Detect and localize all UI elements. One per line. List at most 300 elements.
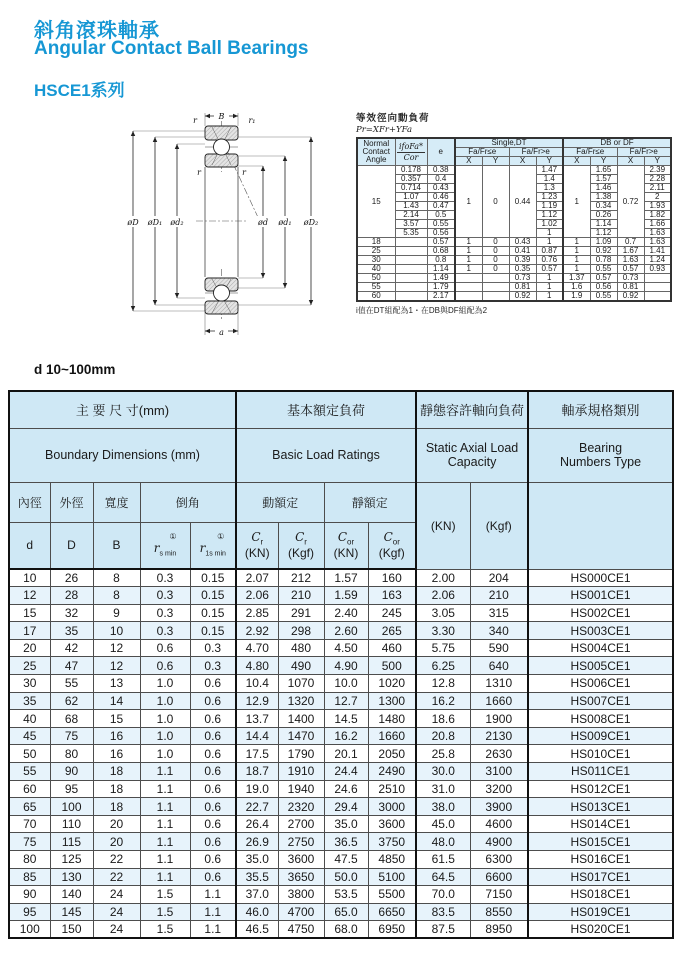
load-row: [357, 274, 671, 283]
cell-y-db-gt: [644, 283, 671, 292]
header-x: X: [563, 157, 590, 166]
cell-e: 1.79: [427, 283, 455, 292]
cell-angle: 15: [357, 166, 395, 238]
cell-x-dt-le: [455, 283, 482, 292]
cell-B: 15: [93, 710, 140, 728]
cell-static-kn: 5.75: [416, 639, 470, 657]
cell-cr-kgf: 210: [278, 587, 324, 605]
cell-x-db-le: 1.6: [563, 283, 590, 292]
table-row: [9, 675, 673, 693]
header-x: X: [509, 157, 536, 166]
cell-cor-kgf: 2050: [368, 745, 416, 763]
col-rs-min: ① $r_{s min}$: [140, 522, 190, 569]
cell-r1s-min: 0.6: [190, 710, 236, 728]
cell-x-db-le: 1: [563, 265, 590, 274]
cell-D: 150: [50, 921, 93, 939]
cell-x-db-le: 1.9: [563, 292, 590, 302]
cell-B: 20: [93, 815, 140, 833]
cell-static-kgf: 8950: [470, 921, 528, 939]
cell-cor-kn: 1.59: [324, 587, 368, 605]
cell-cor-ratio: 5.35: [395, 229, 427, 238]
cell-x-db-gt: 0.73: [617, 274, 644, 283]
cell-y-dt-le: 0: [482, 256, 509, 265]
cell-angle: 30: [357, 256, 395, 265]
header-fafr-le: Fa/Fr≤e: [563, 148, 617, 157]
cell-x-dt-gt: 0.35: [509, 265, 536, 274]
cell-cor-kgf: 1300: [368, 692, 416, 710]
cell-d: 65: [9, 798, 50, 816]
cell-d: 20: [9, 639, 50, 657]
col-cr-kgf: $C_r$ (Kgf): [278, 522, 324, 569]
header-contact-angle: Normal Contact Angle: [357, 138, 395, 166]
cell-D: 145: [50, 903, 93, 921]
dim-label-od1: ød₁: [278, 218, 292, 227]
cell-y-dt-gt: 1: [536, 238, 563, 247]
cell-e: 1.14: [427, 265, 455, 274]
cell-y-dt-gt: 1.02: [536, 220, 563, 229]
bearing-table-body: [9, 569, 673, 938]
cell-cor-kgf: 2510: [368, 780, 416, 798]
cell-D: 115: [50, 833, 93, 851]
cell-rs-min: 1.5: [140, 886, 190, 904]
cell-static-kn: 20.8: [416, 727, 470, 745]
cell-cr-kn: 22.7: [236, 798, 278, 816]
cell-d: 25: [9, 657, 50, 675]
cell-bearing-number: HS017CE1: [528, 868, 673, 886]
cell-bearing-number: HS003CE1: [528, 622, 673, 640]
cell-e: 0.57: [427, 238, 455, 247]
cell-y-db-le: 0.55: [590, 265, 617, 274]
cell-x-db-le: 1: [563, 256, 590, 265]
cell-static-kn: 38.0: [416, 798, 470, 816]
group-load-ratings-zh: 基本額定負荷: [236, 391, 416, 428]
cell-B: 22: [93, 851, 140, 869]
cell-D: 47: [50, 657, 93, 675]
cell-B: 24: [93, 903, 140, 921]
cell-cor-kgf: 1660: [368, 727, 416, 745]
cell-y-dt-le: 0: [482, 265, 509, 274]
cell-cr-kgf: 2700: [278, 815, 324, 833]
cell-y-db-gt: 1.63: [644, 238, 671, 247]
cell-static-kgf: 210: [470, 587, 528, 605]
cell-cr-kgf: 4700: [278, 903, 324, 921]
group-bearing-numbers-zh: 軸承規格類別: [528, 391, 673, 428]
header-x: X: [617, 157, 644, 166]
cell-x-db-le: 1.37: [563, 274, 590, 283]
cell-cr-kgf: 1400: [278, 710, 324, 728]
cell-D: 75: [50, 727, 93, 745]
cell-r1s-min: 0.15: [190, 604, 236, 622]
cell-y-dt-gt: 1.23: [536, 193, 563, 202]
cell-e: 2.17: [427, 292, 455, 302]
load-factor-block: [356, 110, 673, 316]
cell-rs-min: 1.5: [140, 921, 190, 939]
cell-static-kn: 3.30: [416, 622, 470, 640]
cell-y-db-gt: 2: [644, 193, 671, 202]
cell-cor-kn: 47.5: [324, 851, 368, 869]
load-table-formula: Pr=XFr+YFa: [356, 125, 413, 135]
cell-cor-kn: 50.0: [324, 868, 368, 886]
cell-e: 0.55: [427, 220, 455, 229]
cell-cor-ratio: [395, 283, 427, 292]
col-static-kn: (KN): [416, 482, 470, 569]
cell-static-kgf: 8550: [470, 903, 528, 921]
col-cor-kn: $C_{or}$ (KN): [324, 522, 368, 569]
cell-cor-kgf: 2490: [368, 763, 416, 781]
cell-cr-kgf: 2750: [278, 833, 324, 851]
cell-B: 12: [93, 639, 140, 657]
cell-cor-kn: 68.0: [324, 921, 368, 939]
cell-rs-min: 0.3: [140, 569, 190, 587]
cell-rs-min: 1.1: [140, 763, 190, 781]
cell-y-db-le: 1.46: [590, 184, 617, 193]
cell-static-kn: 2.06: [416, 587, 470, 605]
table-row: [9, 639, 673, 657]
cell-d: 35: [9, 692, 50, 710]
cell-cor-kn: 20.1: [324, 745, 368, 763]
cell-cor-kn: 2.60: [324, 622, 368, 640]
cell-cor-ratio: 0.178: [395, 166, 427, 175]
cell-D: 130: [50, 868, 93, 886]
cell-cor-ratio: 1.07: [395, 193, 427, 202]
cell-static-kgf: 204: [470, 569, 528, 587]
cell-rs-min: 1.5: [140, 903, 190, 921]
dim-label-B: B: [218, 112, 225, 121]
cell-B: 8: [93, 569, 140, 587]
cell-cr-kn: 37.0: [236, 886, 278, 904]
cell-B: 16: [93, 745, 140, 763]
cell-e: 0.46: [427, 193, 455, 202]
cell-cor-kn: 2.40: [324, 604, 368, 622]
col-cr-kn: $C_r$ (KN): [236, 522, 278, 569]
cell-e: 0.38: [427, 166, 455, 175]
cell-x-dt-gt: 0.41: [509, 247, 536, 256]
cell-static-kn: 16.2: [416, 692, 470, 710]
load-row: [357, 247, 671, 256]
cell-cor-kgf: 245: [368, 604, 416, 622]
cell-bearing-number: HS016CE1: [528, 851, 673, 869]
cell-D: 42: [50, 639, 93, 657]
cell-r1s-min: 0.15: [190, 622, 236, 640]
top-ball: [214, 139, 230, 155]
header-single-dt: Single,DT: [455, 138, 563, 148]
cell-d: 15: [9, 604, 50, 622]
cell-x-db-gt: 0.92: [617, 292, 644, 302]
group-static-axial-en: Static Axial Load Capacity: [416, 428, 528, 482]
cell-y-db-le: 1.65: [590, 166, 617, 175]
header-y: Y: [590, 157, 617, 166]
cell-y-dt-gt: 1: [536, 274, 563, 283]
load-row: [357, 238, 671, 247]
cell-static-kn: 18.6: [416, 710, 470, 728]
cell-static-kn: 31.0: [416, 780, 470, 798]
cell-static-kn: 2.00: [416, 569, 470, 587]
cell-x-dt-le: 1: [455, 166, 482, 238]
cell-x-db-gt: 0.72: [617, 166, 644, 238]
cell-x-db-le: 1: [563, 247, 590, 256]
cell-y-db-gt: 1.41: [644, 247, 671, 256]
header-y: Y: [536, 157, 563, 166]
cell-cr-kgf: 291: [278, 604, 324, 622]
table-row: [9, 587, 673, 605]
cell-static-kgf: 1900: [470, 710, 528, 728]
cell-bearing-number: HS012CE1: [528, 780, 673, 798]
cell-y-db-gt: 2.11: [644, 184, 671, 193]
cell-y-dt-le: 0: [482, 238, 509, 247]
dim-label-a: a: [219, 328, 224, 337]
cell-r1s-min: 1.1: [190, 886, 236, 904]
cell-B: 12: [93, 657, 140, 675]
cell-static-kgf: 640: [470, 657, 528, 675]
cell-static-kn: 6.25: [416, 657, 470, 675]
cell-y-db-le: 1.09: [590, 238, 617, 247]
cell-x-dt-gt: 0.43: [509, 238, 536, 247]
cell-cr-kn: 10.4: [236, 675, 278, 693]
cell-r1s-min: 0.6: [190, 745, 236, 763]
cell-static-kgf: 315: [470, 604, 528, 622]
cell-r1s-min: 0.3: [190, 639, 236, 657]
cell-cor-kgf: 1020: [368, 675, 416, 693]
cell-cr-kn: 35.5: [236, 868, 278, 886]
cell-rs-min: 1.1: [140, 815, 190, 833]
cell-x-dt-le: 1: [455, 256, 482, 265]
cell-y-db-gt: 1.63: [644, 229, 671, 238]
cell-y-dt-gt: 1.12: [536, 211, 563, 220]
cell-cor-ratio: [395, 292, 427, 302]
cell-bearing-number: HS010CE1: [528, 745, 673, 763]
cell-d: 45: [9, 727, 50, 745]
cell-D: 100: [50, 798, 93, 816]
cell-cor-kn: 16.2: [324, 727, 368, 745]
col-static-kgf: (Kgf): [470, 482, 528, 569]
cell-cr-kn: 13.7: [236, 710, 278, 728]
cell-x-db-gt: 1.67: [617, 247, 644, 256]
table-row: [9, 851, 673, 869]
table-row: [9, 815, 673, 833]
cell-r1s-min: 0.15: [190, 569, 236, 587]
cell-cr-kgf: 490: [278, 657, 324, 675]
table-row: [9, 763, 673, 781]
dim-label-od: ød: [258, 218, 268, 227]
cell-cr-kgf: 1910: [278, 763, 324, 781]
cell-r1s-min: 0.6: [190, 798, 236, 816]
cell-cor-ratio: 0.357: [395, 175, 427, 184]
cell-B: 8: [93, 587, 140, 605]
cell-cr-kgf: 1940: [278, 780, 324, 798]
cell-cor-ratio: [395, 274, 427, 283]
cell-y-dt-gt: 0.76: [536, 256, 563, 265]
cell-bearing-number: HS008CE1: [528, 710, 673, 728]
cell-y-db-le: 0.56: [590, 283, 617, 292]
cell-D: 35: [50, 622, 93, 640]
cell-bearing-number: HS007CE1: [528, 692, 673, 710]
load-row: [357, 283, 671, 292]
group-static-axial-zh: 靜態容許軸向負荷: [416, 391, 528, 428]
cell-x-dt-le: 1: [455, 238, 482, 247]
angle-15-block: [357, 166, 671, 238]
cell-rs-min: 1.0: [140, 745, 190, 763]
cell-y-dt-gt: 1.47: [536, 166, 563, 175]
header-x: X: [455, 157, 482, 166]
cell-rs-min: 1.1: [140, 833, 190, 851]
cell-B: 24: [93, 886, 140, 904]
cell-angle: 25: [357, 247, 395, 256]
cell-static-kn: 70.0: [416, 886, 470, 904]
header-y: Y: [482, 157, 509, 166]
cell-angle: 50: [357, 274, 395, 283]
cell-y-dt-le: [482, 274, 509, 283]
cell-B: 18: [93, 780, 140, 798]
cell-bearing-number: HS001CE1: [528, 587, 673, 605]
cell-cor-ratio: 0.714: [395, 184, 427, 193]
cell-cr-kn: 12.9: [236, 692, 278, 710]
cell-y-db-gt: 2.39: [644, 166, 671, 175]
group-dimensions-en: Boundary Dimensions (mm): [9, 428, 236, 482]
cell-e: 0.47: [427, 202, 455, 211]
cell-cor-kgf: 6950: [368, 921, 416, 939]
cell-cor-kn: 24.4: [324, 763, 368, 781]
footnote-1-icon: ①: [217, 532, 225, 542]
load-row-15-first: [357, 166, 671, 175]
cell-y-db-le: 0.57: [590, 274, 617, 283]
cell-cor-kgf: 4850: [368, 851, 416, 869]
col-D: D: [50, 522, 93, 569]
cell-cor-kn: 4.50: [324, 639, 368, 657]
cell-rs-min: 1.1: [140, 780, 190, 798]
cell-r1s-min: 0.6: [190, 851, 236, 869]
cell-x-dt-gt: 0.44: [509, 166, 536, 238]
cell-D: 90: [50, 763, 93, 781]
cell-y-db-gt: 1.82: [644, 211, 671, 220]
table-row: [9, 833, 673, 851]
bottom-ball: [214, 285, 230, 301]
cell-y-db-le: 0.34: [590, 202, 617, 211]
cell-d: 40: [9, 710, 50, 728]
cell-B: 16: [93, 727, 140, 745]
header-fa-cor-ratio: $\frac{\text{ifoFa*}}{\text{Cor}}$: [395, 138, 427, 166]
group-dimensions-zh: 主 要 尺 寸(mm): [9, 391, 236, 428]
cell-y-dt-le: 0: [482, 166, 509, 238]
load-row: [357, 292, 671, 302]
cell-cr-kn: 2.85: [236, 604, 278, 622]
cell-cor-kgf: 1480: [368, 710, 416, 728]
cell-D: 26: [50, 569, 93, 587]
cell-bearing-number: HS013CE1: [528, 798, 673, 816]
cell-static-kgf: 340: [470, 622, 528, 640]
cell-cor-kgf: 265: [368, 622, 416, 640]
cell-D: 62: [50, 692, 93, 710]
cell-static-kgf: 1660: [470, 692, 528, 710]
col-bearing-number-spacer: [528, 482, 673, 569]
cell-cr-kgf: 3800: [278, 886, 324, 904]
cell-x-dt-gt: 0.39: [509, 256, 536, 265]
header-db-df: DB or DF: [563, 138, 671, 148]
table-row: [9, 921, 673, 939]
cell-cr-kn: 46.0: [236, 903, 278, 921]
cell-static-kgf: 3900: [470, 798, 528, 816]
cell-static-kgf: 2130: [470, 727, 528, 745]
cell-r1s-min: 0.6: [190, 692, 236, 710]
cell-d: 90: [9, 886, 50, 904]
cell-d: 70: [9, 815, 50, 833]
cell-y-db-gt: 0.93: [644, 265, 671, 274]
col-r1s-min: ① $r_{1s min}$: [190, 522, 236, 569]
cell-D: 68: [50, 710, 93, 728]
cell-e: 0.56: [427, 229, 455, 238]
footnote-1-icon: ①: [169, 532, 177, 542]
bearing-cross-section-diagram: [100, 106, 345, 356]
table-row: [9, 604, 673, 622]
cell-cor-ratio: [395, 247, 427, 256]
table-row: [9, 710, 673, 728]
col-outer-diameter-zh: 外徑: [50, 482, 93, 522]
cell-r1s-min: 0.6: [190, 833, 236, 851]
table-row: [9, 622, 673, 640]
cell-cr-kgf: 1320: [278, 692, 324, 710]
cell-D: 125: [50, 851, 93, 869]
cell-e: 0.8: [427, 256, 455, 265]
table-row: [9, 727, 673, 745]
cell-B: 24: [93, 921, 140, 939]
cell-d: 12: [9, 587, 50, 605]
cell-d: 80: [9, 851, 50, 869]
cell-d: 95: [9, 903, 50, 921]
cell-cr-kn: 4.70: [236, 639, 278, 657]
cell-cr-kn: 2.07: [236, 569, 278, 587]
cell-bearing-number: HS005CE1: [528, 657, 673, 675]
cell-y-db-gt: 2.28: [644, 175, 671, 184]
cell-bearing-number: HS011CE1: [528, 763, 673, 781]
cell-cr-kn: 19.0: [236, 780, 278, 798]
cell-angle: 55: [357, 283, 395, 292]
cell-d: 10: [9, 569, 50, 587]
other-angles-block: [357, 238, 671, 302]
cell-y-db-gt: 1.24: [644, 256, 671, 265]
cell-cor-kgf: 3000: [368, 798, 416, 816]
cell-d: 85: [9, 868, 50, 886]
cell-y-dt-le: [482, 283, 509, 292]
cell-cr-kgf: 3650: [278, 868, 324, 886]
cell-static-kgf: 2630: [470, 745, 528, 763]
cell-rs-min: 0.3: [140, 604, 190, 622]
cell-x-db-le: 1: [563, 166, 590, 238]
cell-cor-kn: 65.0: [324, 903, 368, 921]
cell-cr-kn: 35.0: [236, 851, 278, 869]
cell-rs-min: 0.3: [140, 587, 190, 605]
cell-D: 110: [50, 815, 93, 833]
header-fafr-gt: Fa/Fr>e: [509, 148, 563, 157]
cell-B: 9: [93, 604, 140, 622]
cell-cor-kn: 10.0: [324, 675, 368, 693]
cell-y-dt-gt: 1: [536, 229, 563, 238]
page-title-zh: 斜角滾珠軸承: [34, 20, 160, 42]
cell-rs-min: 0.6: [140, 657, 190, 675]
cell-static-kgf: 6600: [470, 868, 528, 886]
cell-rs-min: 1.0: [140, 692, 190, 710]
cell-static-kgf: 3100: [470, 763, 528, 781]
cell-angle: 18: [357, 238, 395, 247]
dim-label-r-mid-left: r: [197, 168, 201, 177]
dim-label-oD1: øD₁: [147, 218, 163, 227]
cell-cor-kgf: 3600: [368, 815, 416, 833]
cell-x-dt-le: 1: [455, 265, 482, 274]
ring-sections: [205, 126, 238, 314]
dim-label-r-top: r: [193, 116, 197, 125]
load-table-title: 等效徑向動負荷: [356, 113, 430, 124]
table-row: [9, 657, 673, 675]
cell-static-kgf: 4600: [470, 815, 528, 833]
cell-cor-kgf: 163: [368, 587, 416, 605]
